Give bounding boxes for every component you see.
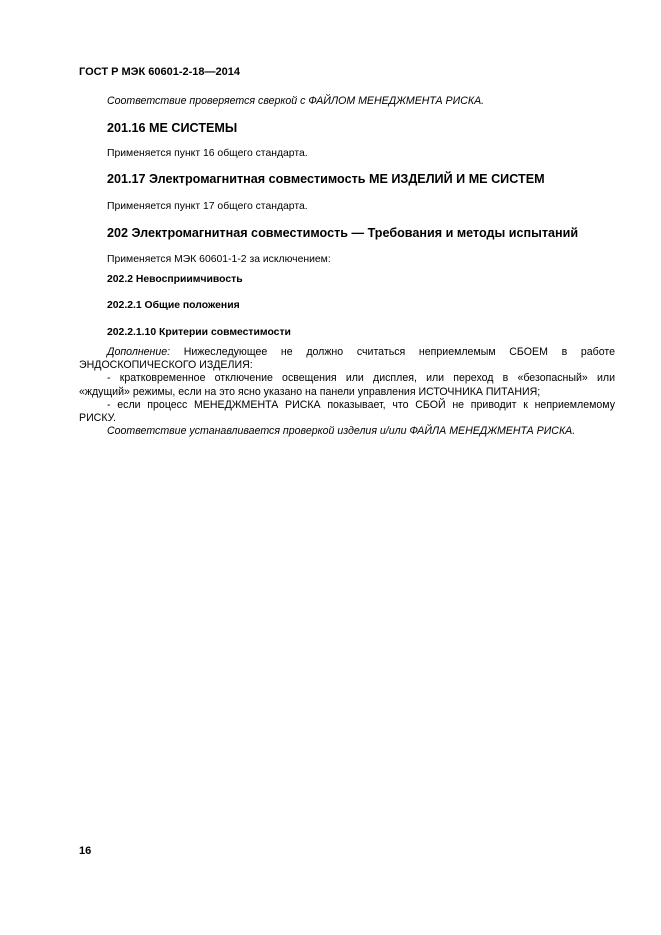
- section-heading-201-16: 201.16 МЕ СИСТЕМЫ: [107, 121, 238, 135]
- addition-line-1-text: Нижеследующее не должно считаться неприемлемым СБОЕМ в работе: [170, 346, 615, 358]
- bullet-1-line-2: «ждущий» режимы, если на это ясно указано на панели управления ИСТОЧНИКА ПИТАНИЯ;: [79, 385, 541, 398]
- bullet-2-line-1: - если процесс МЕНЕДЖМЕНТА РИСКА показывает, что СБОЙ не приводит к неприемлемому: [107, 398, 615, 411]
- section-heading-202: 202 Электромагнитная совместимость — Требования и методы испытаний: [107, 226, 579, 240]
- section-heading-202-2: 202.2 Невосприимчивость: [107, 274, 243, 285]
- page-number: 16: [79, 845, 92, 857]
- section-heading-202-2-1-10: 202.2.1.10 Критерии совместимости: [107, 327, 291, 338]
- section-heading-202-2-1: 202.2.1 Общие положения: [107, 300, 240, 311]
- compliance-check-note-1: Соответствие проверяется сверкой с ФАЙЛОМ МЕНЕДЖМЕНТА РИСКА.: [107, 95, 485, 107]
- addition-paragraph-line-1: [79, 346, 615, 359]
- section-text-201-17: Применяется пункт 17 общего стандарта.: [107, 201, 308, 212]
- bullet-2-line-2: РИСКУ.: [79, 412, 116, 425]
- section-text-201-16: Применяется пункт 16 общего стандарта.: [107, 148, 308, 159]
- section-heading-201-17: 201.17 Электромагнитная совместимость МЕ ИЗДЕЛИЙ И МЕ СИСТЕМ: [107, 172, 545, 186]
- compliance-check-note-2: Соответствие устанавливается проверкой изделия и/или ФАЙЛА МЕНЕДЖМЕНТА РИСКА.: [107, 425, 576, 438]
- addition-paragraph-line-2: ЭНДОСКОПИЧЕСКОГО ИЗДЕЛИЯ:: [79, 359, 253, 372]
- bullet-1-line-1: - кратковременное отключение освещения или дисплея, или переход в «безопасный» или: [107, 372, 615, 385]
- section-text-202: Применяется МЭК 60601-1-2 за исключением:: [107, 254, 331, 265]
- compatibility-criteria-text: [79, 346, 615, 438]
- document-header-code: ГОСТ Р МЭК 60601-2-18—2014: [79, 66, 240, 78]
- addition-label: Дополнение:: [107, 346, 171, 358]
